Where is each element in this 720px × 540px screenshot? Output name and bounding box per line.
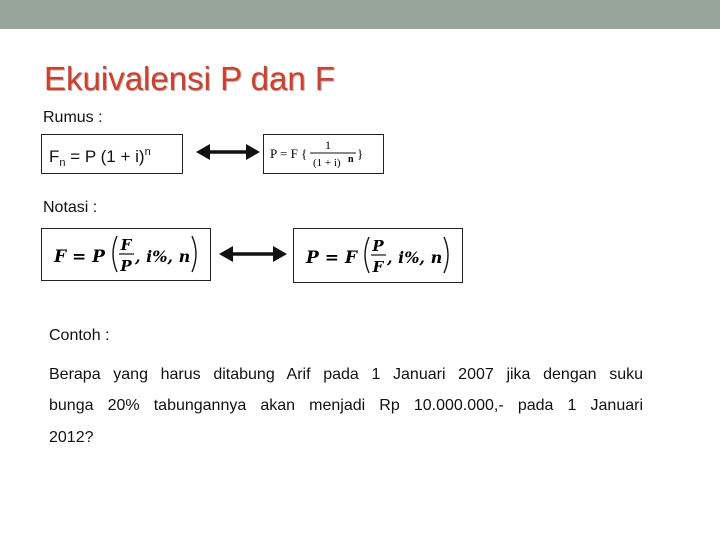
formula-pf-close: } (357, 146, 364, 161)
formula-fn-n-sup: n (144, 146, 151, 158)
notasi-fp-den: P (120, 257, 132, 275)
top-banner (0, 0, 720, 29)
notasi-pf-lhs: P = F (306, 248, 357, 268)
notasi-fp (42, 229, 209, 279)
formula-fn (49, 146, 151, 169)
notasi-pf-box (293, 228, 463, 283)
slide-title: Ekuivalensi P dan F (44, 60, 336, 97)
formula-pf-box (263, 134, 384, 174)
double-arrow-icon (219, 244, 287, 264)
formula-pf-denominator: (1 + i) (313, 157, 341, 169)
notasi-pf-num: P (372, 237, 384, 255)
left-paren-icon (365, 237, 369, 273)
formula-pf-numerator: 1 (325, 138, 331, 152)
notasi-fp-box (41, 228, 211, 281)
formula-pf-exp: n (348, 154, 354, 165)
notasi-fp-tail: , i%, n (135, 247, 191, 266)
right-paren-icon (192, 236, 196, 272)
left-paren-icon (113, 236, 117, 272)
contoh-label: Contoh : (49, 327, 110, 344)
formula-fn-box (41, 134, 183, 174)
notasi-fp-lhs: F = P (54, 247, 105, 267)
formula-fn-n-sub: n (59, 157, 66, 169)
formula-fn-F: F (49, 147, 60, 166)
formula-pf-lhs: P = F { (270, 146, 308, 161)
right-paren-icon (444, 237, 448, 273)
rumus-label: Rumus : (43, 109, 103, 126)
question-line-3: 2012? (49, 429, 94, 446)
notasi-fp-num: F (120, 236, 132, 254)
formula-pf (264, 135, 382, 172)
double-arrow-icon (196, 142, 260, 162)
question-line-1: Berapa yang harus ditabung Arif pada 1 Januari 2007 jika dengan suku (49, 366, 643, 383)
notasi-pf-den: F (372, 258, 384, 276)
notasi-pf-tail: , i%, n (387, 248, 443, 267)
notasi-label: Notasi : (43, 199, 98, 216)
notasi-pf (294, 229, 461, 281)
question-line-2: bunga 20% tabungannya akan menjadi Rp 10.000.000,- pada 1 Januari (49, 397, 643, 414)
formula-fn-rhs: = P (1 + i) (65, 147, 145, 166)
